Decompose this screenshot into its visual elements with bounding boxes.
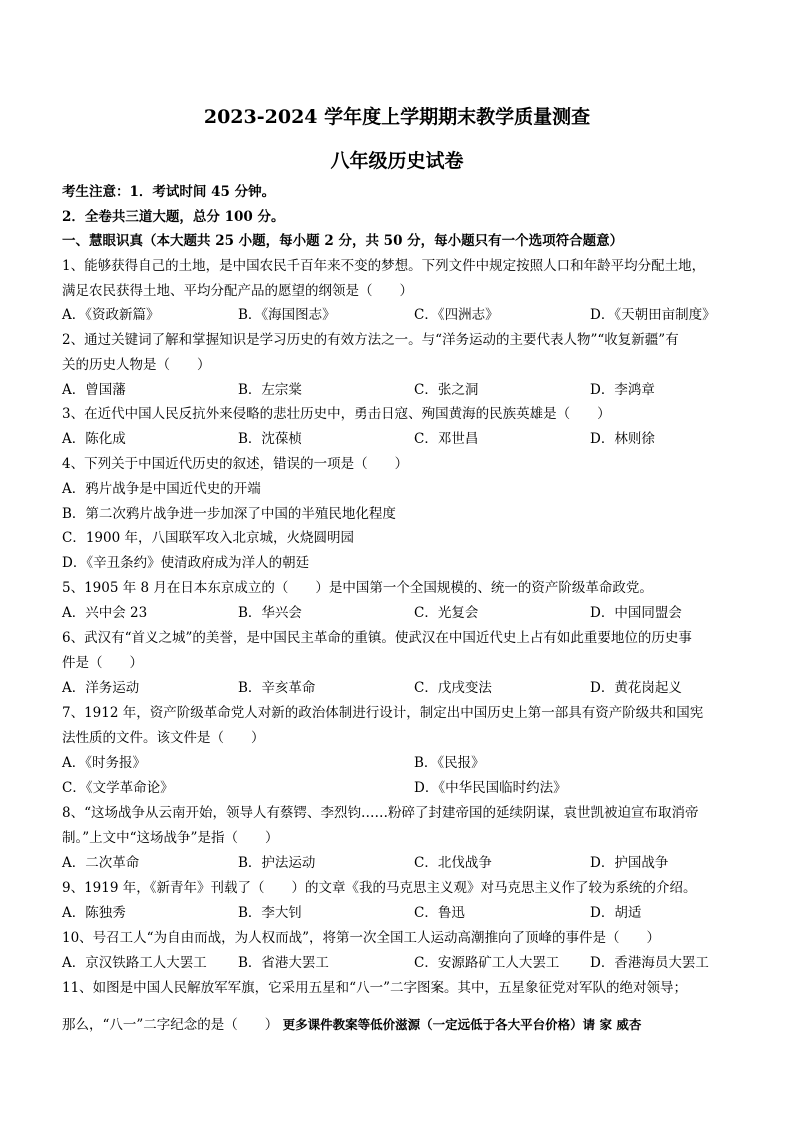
q3-option-d: D．林则徐: [590, 431, 655, 447]
question-9-text: 9、1919 年，《新青年》刊载了（ ）的文章《我的马克思主义观》对马克思主义作了较为系统的介绍。: [62, 880, 697, 896]
q10-option-b: B．省港大罢工: [238, 955, 329, 971]
section-heading: 一、慧眼识真（本大题共 25 小题，每小题 2 分，共 50 分，每小题只有一个选项符合题意）: [62, 233, 624, 249]
q1-option-d: D．《天朝田亩制度》: [590, 307, 716, 323]
q8-option-a: A．二次革命: [62, 855, 140, 871]
q6-option-c: C．戊戌变法: [414, 680, 492, 696]
q5-option-d: D．中国同盟会: [590, 605, 682, 621]
q6-option-b: B．辛亥革命: [238, 680, 316, 696]
question-5-text: 5、1905 年 8 月在日本东京成立的（ ）是中国第一个全国规模的、统一的资产阶级革命政党。: [62, 580, 653, 596]
q8-option-c: C．北伐战争: [414, 855, 492, 871]
question-10-text: 10、号召工人“为自由而战，为人权而战”，将第一次全国工人运动高潮推向了顶峰的事件是（ ）: [62, 930, 660, 946]
q5-option-c: C．光复会: [414, 605, 479, 621]
q3-option-a: A．陈化成: [62, 431, 126, 447]
q9-option-d: D．胡适: [590, 905, 642, 921]
question-1-text-cont: 满足农民获得土地、平均分配产品的愿望的纲领是（ ）: [62, 283, 413, 299]
question-2-text-cont: 关的历史人物是（ ）: [62, 357, 211, 373]
question-2-text: 2、通过关键词了解和掌握知识是学习历史的有效方法之一。与“洋务运动的主要代表人物”“收复新疆”有: [62, 332, 679, 348]
q1-option-c: C．《四洲志》: [414, 307, 499, 323]
question-8-text: 8、“这场战争从云南开始，领导人有蔡锷、李烈钧……粉碎了封建帝国的延续阴谋，袁世凯被迫宣布取消帝: [62, 805, 699, 821]
question-11-text-cont: [62, 1016, 641, 1034]
q4-option-d: D．《辛丑条约》使清政府成为洋人的朝廷: [62, 555, 310, 571]
question-11-blank-line: 那么，“八一”二字纪念的是（ ）: [62, 1017, 279, 1033]
q4-option-b: B．第二次鸦片战争进一步加深了中国的半殖民地化程度: [62, 506, 396, 522]
q10-option-d: D．香港海员大罢工: [590, 955, 709, 971]
question-1-text: 1、能够获得自己的土地，是中国农民千百年来不变的梦想。下列文件中规定按照人口和年龄平均分配土地，: [62, 258, 706, 274]
q6-option-d: D．黄花岗起义: [590, 680, 682, 696]
q10-option-c: C．安源路矿工人大罢工: [414, 955, 560, 971]
q2-option-c: C．张之洞: [414, 382, 479, 398]
notice-line-1: 考生注意：1．考试时间 45 分钟。: [62, 184, 276, 200]
q9-option-b: B．李大钊: [238, 905, 302, 921]
q7-option-c: C．《文学革命论》: [62, 780, 174, 796]
exam-subtitle: 八年级历史试卷: [330, 150, 464, 172]
q9-option-a: A．陈独秀: [62, 905, 126, 921]
watermark-ad: 更多课件教案等低价滋源（一定远低于各大平台价格）请 家 威杏: [282, 1017, 642, 1032]
q8-option-d: D．护国战争: [590, 855, 669, 871]
q4-option-a: A．鸦片战争是中国近代史的开端: [62, 481, 261, 497]
q6-option-a: A．洋务运动: [62, 680, 140, 696]
q9-option-c: C．鲁迅: [414, 905, 465, 921]
q7-option-d: D．《中华民国临时约法》: [414, 780, 567, 796]
q2-option-d: D．李鸿章: [590, 382, 655, 398]
question-11-text: 11、如图是中国人民解放军军旗，它采用五星和“八一”二字图案。其中，五星象征党对军队的绝对领导；: [62, 980, 687, 996]
q7-option-a: A．《时务报》: [62, 755, 146, 771]
q5-option-a: A．兴中会 23: [62, 605, 148, 621]
q4-option-c: C．1900 年，八国联军攻入北京城，火烧圆明园: [62, 530, 354, 546]
question-6-text: 6、武汉有“首义之城”的美誉，是中国民主革命的重镇。使武汉在中国近代史上占有如此重要地位的历史事: [62, 630, 692, 646]
q7-option-b: B．《民报》: [414, 755, 485, 771]
q2-option-b: B．左宗棠: [238, 382, 302, 398]
q8-option-b: B．护法运动: [238, 855, 316, 871]
question-3-text: 3、在近代中国人民反抗外来侵略的悲壮历史中，勇击日寇、殉国黄海的民族英雄是（ ）: [62, 406, 611, 422]
q1-option-b: B．《海国图志》: [238, 307, 336, 323]
q3-option-c: C．邓世昌: [414, 431, 479, 447]
q10-option-a: A．京汉铁路工人大罢工: [62, 955, 207, 971]
q3-option-b: B．沈葆桢: [238, 431, 302, 447]
question-6-text-cont: 件是（ ）: [62, 655, 143, 671]
question-7-text: 7、1912 年，资产阶级革命党人对新的政治体制进行设计，制定出中国历史上第一部具有资产阶级共和国宪: [62, 705, 704, 721]
question-8-text-cont: 制。”上文中“这场战争”是指（ ）: [62, 830, 279, 846]
question-7-text-cont: 法性质的文件。该文件是（ ）: [62, 730, 265, 746]
q5-option-b: B．华兴会: [238, 605, 302, 621]
q1-option-a: A．《资政新篇》: [62, 307, 160, 323]
exam-title: 2023-2024 学年度上学期期末教学质量测查: [203, 106, 591, 128]
question-4-text: 4、下列关于中国近代历史的叙述，错误的一项是（ ）: [62, 456, 409, 472]
notice-line-2: 2．全卷共三道大题，总分 100 分。: [62, 209, 285, 225]
q2-option-a: A．曾国藩: [62, 382, 126, 398]
